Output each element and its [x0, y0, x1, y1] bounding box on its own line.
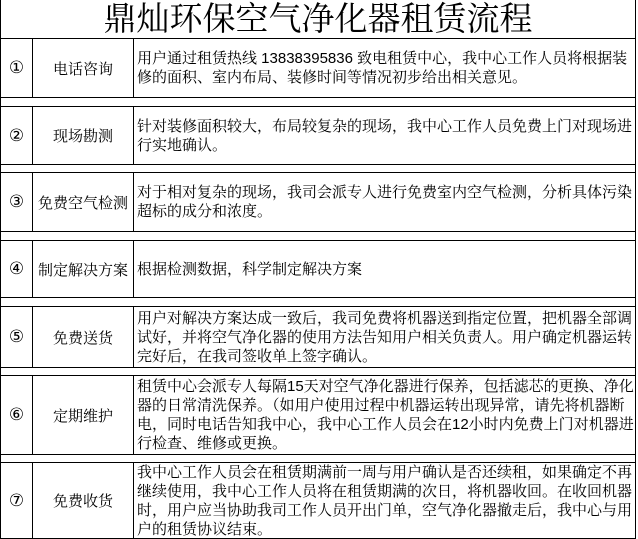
- row-spacer: [0, 165, 636, 172]
- description-line: 对于相对复杂的现场，我司会派专人进行免费室内空气检测，分析具体污染: [137, 184, 633, 201]
- step-number: ②: [1, 107, 33, 164]
- step-name: 免费送货: [33, 307, 134, 367]
- step-name: 免费空气检测: [33, 173, 134, 231]
- step-number: ④: [1, 241, 33, 297]
- description-line: 修的面积、室内布局、装修时间等情况初步给出相关意见。: [137, 69, 528, 86]
- row-spacer: [0, 455, 636, 462]
- step-name: 电话咨询: [33, 39, 134, 97]
- step-number: ①: [1, 39, 33, 97]
- description-line: 我中心工作人员会在租赁期满前一周与用户确认是否还续租，如果确定不再: [137, 463, 633, 481]
- description-line: 时，用户应当协助我司工作人员开出门单，空气净化器撤走后，我中心与用: [137, 501, 633, 519]
- step-description: [134, 107, 635, 164]
- step-name: 现场勘测: [33, 107, 134, 164]
- row-spacer: [0, 368, 636, 375]
- description-line: 完好后，在我司签收单上签字确认。: [137, 347, 378, 365]
- description-line: 用户通过租赁热线 13838395836 致电租赁中心，我中心工作人员将根据装: [137, 50, 628, 67]
- step-row-7: [0, 462, 636, 539]
- step-description: [134, 376, 635, 454]
- step-name: 免费收货: [33, 463, 134, 538]
- step-row-6: [0, 375, 636, 455]
- step-row-5: [0, 306, 636, 368]
- row-spacer: [0, 98, 636, 106]
- step-number: ③: [1, 173, 33, 231]
- description-line: 针对装修面积较大，布局较复杂的现场，我中心工作人员免费上门对现场进: [137, 117, 633, 135]
- step-row-1: [0, 38, 636, 98]
- step-description: [134, 307, 635, 367]
- step-description: [134, 173, 635, 231]
- page-title: 鼎灿环保空气净化器租赁流程: [0, 0, 636, 38]
- step-description: [134, 39, 635, 97]
- step-row-2: [0, 106, 636, 165]
- description-line: 电，同时电话告知我中心，我中心工作人员会在12小时内免费上门对机器进: [137, 416, 634, 433]
- step-description: [134, 241, 635, 297]
- step-row-3: [0, 172, 636, 232]
- description-line: 用户对解决方案达成一致后，我司免费将机器送到指定位置，把机器全部调: [137, 309, 633, 327]
- description-line: 继续使用，我中心工作人员将在租赁期满的次日，将机器收回。在收回机器: [137, 482, 633, 500]
- description-line: 超标的成分和浓度。: [137, 203, 273, 220]
- description-line: 行实地确认。: [137, 136, 228, 154]
- description-line: 器的日常清洗保养。（如用户使用过程中机器运转出现异常，请先将机器断: [137, 397, 625, 414]
- step-description: [134, 463, 635, 538]
- description-line: 试好，并将空气净化器的使用方法告知用户相关负责人。用户确定机器运转: [137, 328, 633, 346]
- row-spacer: [0, 298, 636, 306]
- description-line: 租赁中心会派专人每隔15天对空气净化器进行保养，包括滤芯的更换、净化: [137, 378, 634, 395]
- step-number: ⑦: [1, 463, 33, 538]
- step-name: 定期维护: [33, 376, 134, 454]
- step-number: ⑤: [1, 307, 33, 367]
- row-spacer: [0, 232, 636, 240]
- description-line: 根据检测数据，科学制定解决方案: [137, 260, 363, 278]
- step-name: 制定解决方案: [33, 241, 134, 297]
- step-row-4: [0, 240, 636, 298]
- description-line: 户的租赁协议结束。: [137, 520, 273, 538]
- step-number: ⑥: [1, 376, 33, 454]
- description-line: 行检查、维修或更换。: [137, 435, 288, 452]
